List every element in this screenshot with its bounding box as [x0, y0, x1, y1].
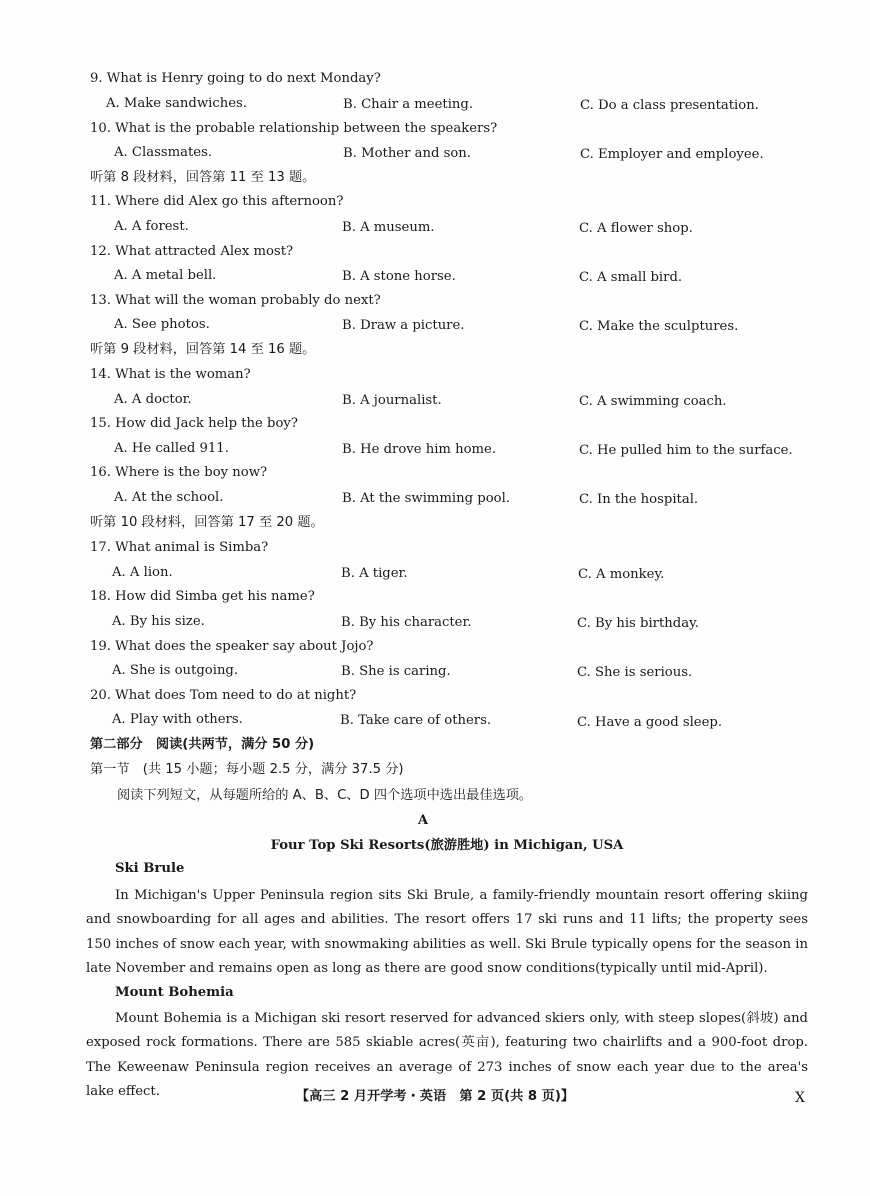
question-10-option-c: C. Employer and employee.: [580, 147, 764, 162]
question-18-stem: 18. How did Simba get his name?: [90, 589, 315, 604]
resort-paragraph-ski-brule: In Michigan's Upper Peninsula region sits Ski Brule, a family-friendly mountain resort offering skiing and snowboarding for all ages and abilities. The resort offers 17 ski runs and 11 lifts; the property sees 150 inches of snow each year, with snowmaking abilities as well. Ski Brule typically opens for the season in late November and remains open as long as there are good snow conditions(typically until mid-April).: [86, 888, 808, 977]
question-16-option-b: B. At the swimming pool.: [342, 491, 511, 506]
question-14-option-a: A. A doctor.: [114, 392, 192, 407]
resort-name-ski-brule: Ski Brule: [115, 861, 185, 876]
passage-title: Four Top Ski Resorts(旅游胜地) in Michigan, USA: [270, 838, 624, 853]
part-2-section-1-heading: 第一节 (共 15 小题；每小题 2.5 分，满分 37.5 分): [90, 762, 404, 777]
question-11-stem: 11. Where did Alex go this afternoon?: [90, 194, 344, 209]
question-15-option-b: B. He drove him home.: [342, 442, 497, 457]
question-17-option-a: A. A lion.: [112, 565, 173, 580]
question-9-option-c: C. Do a class presentation.: [580, 98, 759, 113]
question-12-option-a: A. A metal bell.: [114, 268, 217, 283]
question-13-option-c: C. Make the sculptures.: [579, 319, 739, 334]
question-10-option-a: A. Classmates.: [114, 145, 213, 160]
part-2-heading: 第二部分 阅读(共两节，满分 50 分): [90, 737, 315, 752]
question-16-stem: 16. Where is the boy now?: [90, 465, 268, 480]
section-8-note: 听第 8 段材料，回答第 11 至 13 题。: [90, 170, 316, 185]
question-20-option-a: A. Play with others.: [112, 712, 243, 727]
question-20-option-c: C. Have a good sleep.: [577, 715, 723, 730]
section-10-note: 听第 10 段材料，回答第 17 至 20 题。: [90, 515, 324, 530]
question-12-option-b: B. A stone horse.: [342, 269, 456, 284]
question-16-option-a: A. At the school.: [114, 490, 224, 505]
question-17-stem: 17. What animal is Simba?: [90, 540, 269, 555]
page-footer: 【高三 2 月开学考・英语 第 2 页(共 8 页)】: [295, 1089, 575, 1104]
question-14-option-b: B. A journalist.: [342, 393, 442, 408]
question-19-option-b: B. She is caring.: [341, 664, 451, 679]
question-19-option-a: A. She is outgoing.: [112, 663, 239, 678]
question-12-option-c: C. A small bird.: [579, 270, 683, 285]
question-9-stem: 9. What is Henry going to do next Monday?: [90, 71, 381, 86]
question-11-option-c: C. A flower shop.: [579, 221, 693, 236]
question-14-stem: 14. What is the woman?: [90, 367, 251, 382]
question-18-option-c: C. By his birthday.: [577, 616, 699, 631]
question-13-stem: 13. What will the woman probably do next?: [90, 293, 381, 308]
resort-name-mount-bohemia: Mount Bohemia: [115, 985, 234, 1000]
question-13-option-a: A. See photos.: [114, 317, 210, 332]
question-15-option-a: A. He called 911.: [114, 441, 229, 456]
question-19-stem: 19. What does the speaker say about Jojo?: [90, 639, 374, 654]
question-15-option-c: C. He pulled him to the surface.: [579, 443, 793, 458]
question-18-option-a: A. By his size.: [112, 614, 205, 629]
passage-letter: A: [417, 813, 429, 828]
question-12-stem: 12. What attracted Alex most?: [90, 244, 294, 259]
question-11-option-b: B. A museum.: [342, 220, 435, 235]
question-15-stem: 15. How did Jack help the boy?: [90, 416, 298, 431]
question-17-option-b: B. A tiger.: [341, 566, 408, 581]
part-2-instruction: 阅读下列短文，从每题所给的 A、B、C、D 四个选项中选出最佳选项。: [117, 788, 533, 803]
question-20-option-b: B. Take care of others.: [340, 713, 492, 728]
section-9-note: 听第 9 段材料，回答第 14 至 16 题。: [90, 342, 316, 357]
question-18-option-b: B. By his character.: [341, 615, 472, 630]
question-19-option-c: C. She is serious.: [577, 665, 693, 680]
question-14-option-c: C. A swimming coach.: [579, 394, 727, 409]
question-11-option-a: A. A forest.: [114, 219, 189, 234]
question-20-stem: 20. What does Tom need to do at night?: [90, 688, 357, 703]
question-10-option-b: B. Mother and son.: [343, 146, 471, 161]
question-9-option-b: B. Chair a meeting.: [343, 97, 474, 112]
question-9-option-a: A. Make sandwiches.: [106, 96, 247, 111]
question-10-stem: 10. What is the probable relationship between the speakers?: [90, 121, 498, 136]
resort-paragraph-mount-bohemia: Mount Bohemia is a Michigan ski resort reserved for advanced skiers only, with steep slopes(斜坡) and exposed rock formations. There are 585 skiable acres(英亩), featuring two chairlifts and a 900-foot drop. The Keweenaw Peninsula region receives an average of 273 inches of snow each year due to the area's lake effect.: [86, 1011, 808, 1100]
question-17-option-c: C. A monkey.: [578, 567, 665, 582]
question-13-option-b: B. Draw a picture.: [342, 318, 465, 333]
question-16-option-c: C. In the hospital.: [579, 492, 699, 507]
corner-mark: X: [795, 1090, 805, 1106]
